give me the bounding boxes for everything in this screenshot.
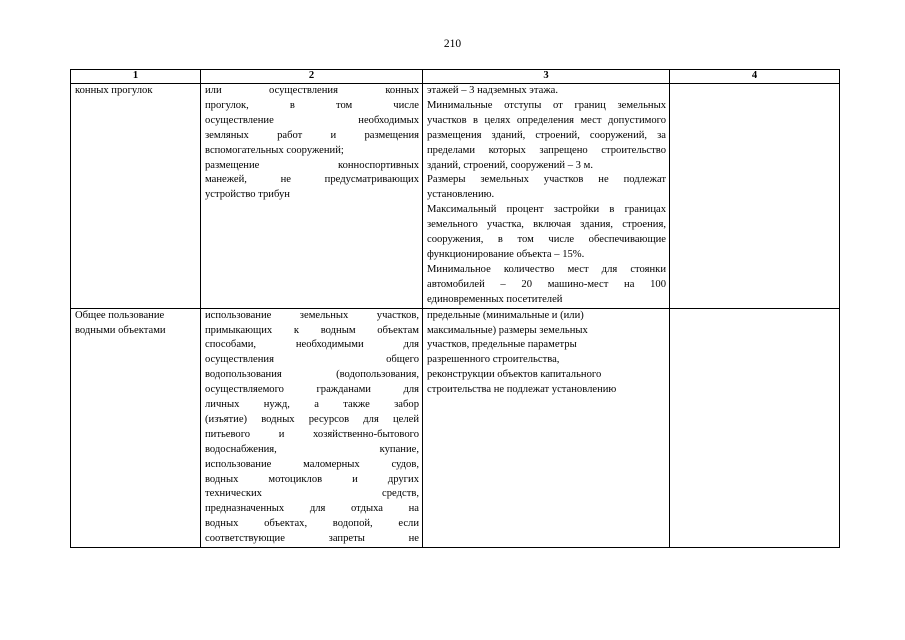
text-line: использование земельных участков, [205, 309, 419, 321]
parameter-paragraph: этажей – 3 надземных этажа. [427, 85, 558, 96]
text-line: способами, необходимыми для [205, 339, 419, 351]
text-line: устройство трибун [205, 189, 290, 201]
text-line: земляных работ и размещения [205, 129, 419, 141]
cell-parameters [423, 308, 670, 548]
column-header-4: 4 [670, 70, 840, 84]
table-row [71, 308, 840, 548]
page-number: 210 [443, 38, 462, 50]
column-header-3: 3 [423, 70, 670, 84]
text-line: прогулок, в том числе [205, 99, 419, 111]
text-line: предельные (минимальные и (или) [427, 309, 584, 321]
column-header-1: 1 [71, 70, 201, 84]
parameter-paragraph: Минимальные отступы от границ земельных участков в целях определения мест допустимого размещения зданий, строений, сооружений, за пределами которых запрещено строительство зданий, строений, сооружений – 3 м. [427, 99, 666, 171]
text-line: строительства не подлежат установлению [427, 384, 617, 396]
text-line: примыкающих к водным объектам [205, 324, 419, 336]
parameter-paragraph: Размеры земельных участков не подлежат установлению. [427, 174, 666, 201]
table-row [71, 84, 840, 309]
text-line: вспомогательных сооружений; [205, 144, 344, 156]
text-line: питьевого и хозяйственно-бытового [205, 428, 419, 440]
text-line: манежей, не предусматривающих [205, 174, 419, 186]
text-line: разрешенного строительства, [427, 354, 560, 366]
text-line: личных нужд, а также забор [205, 399, 419, 411]
text-line: размещение конноспортивных [205, 159, 419, 171]
parameter-paragraph: Минимальное количество мест для стоянки автомобилей – 20 машино-мест на 100 единовременных посетителей [427, 263, 666, 305]
text-line: водопользования (водопользования, [205, 369, 419, 381]
text-line: технических средств, [205, 488, 419, 500]
table-header-row [71, 70, 840, 84]
cell-use-description [201, 84, 423, 309]
column-header-2: 2 [201, 70, 423, 84]
text-line: участков, предельные параметры [427, 339, 577, 351]
text-line: осуществляемого гражданами для [205, 384, 419, 396]
text-line: осуществления общего [205, 354, 419, 366]
text-line: (изъятие) водных ресурсов для целей [205, 413, 419, 425]
parameter-paragraph: Максимальный процент застройки в границах земельного участка, включая здания, строения, сооружения, в том числе обеспечивающие функционирование объекта – 15%. [427, 204, 666, 260]
text-line: или осуществления конных [205, 85, 419, 96]
text-line: соответствующие запреты не [205, 533, 419, 545]
cell-column-4 [670, 84, 840, 309]
text-line: осуществление необходимых [205, 114, 419, 126]
land-use-table [70, 69, 840, 548]
cell-parameters [423, 84, 670, 309]
text-line: водных объектах, водопой, если [205, 518, 419, 530]
text-line: предназначенных для отдыха на [205, 503, 419, 515]
text-line: использование маломерных судов, [205, 458, 419, 470]
text-line: водных мотоциклов и других [205, 473, 419, 485]
text-line: максимальные) размеры земельных [427, 324, 588, 336]
cell-column-4 [670, 308, 840, 548]
cell-use-name: Общее пользование водными объектами [71, 308, 201, 548]
text-line: водоснабжения, купание, [205, 443, 419, 455]
cell-use-name: конных прогулок [71, 84, 201, 309]
cell-use-description [201, 308, 423, 548]
text-line: реконструкции объектов капитального [427, 369, 602, 381]
